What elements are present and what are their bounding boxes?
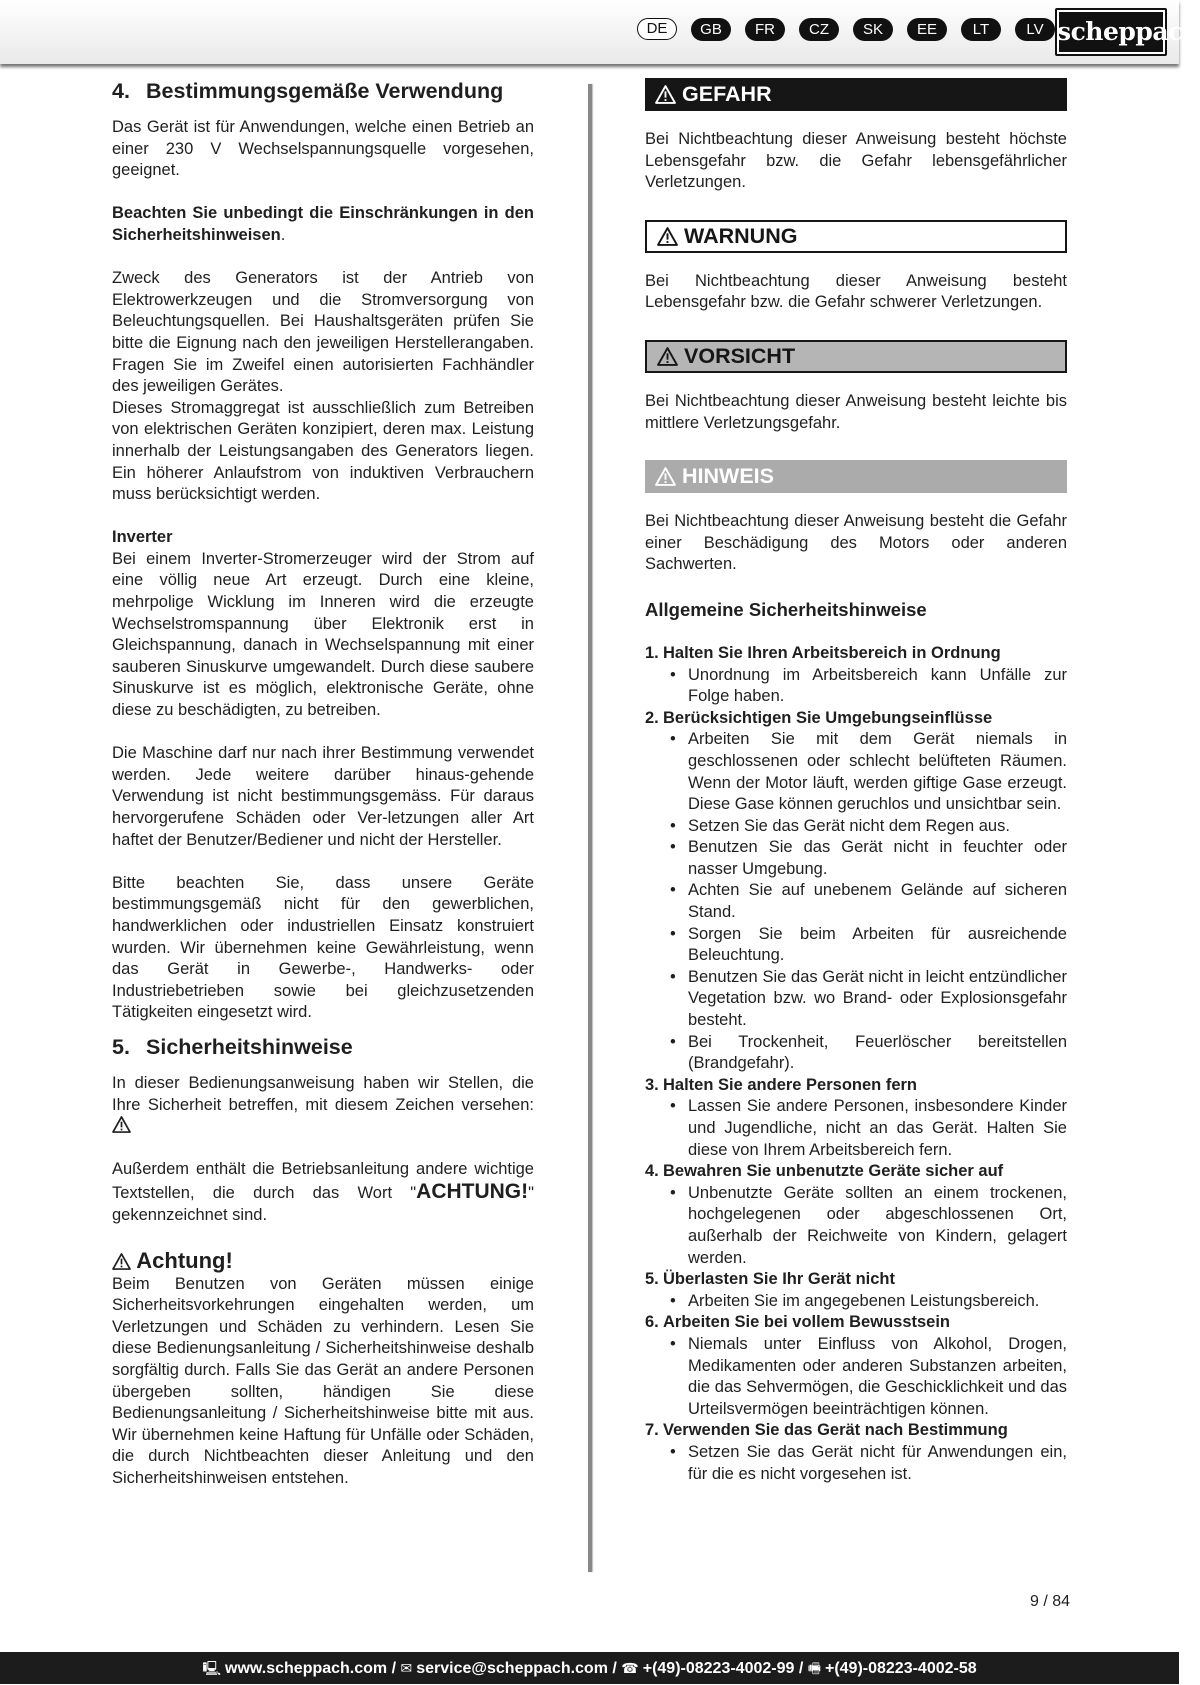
safety-rule-number: 5. (645, 1270, 659, 1289)
lang-ee[interactable]: EE (907, 18, 947, 41)
safety-rule-title (645, 643, 1067, 665)
section-4-number: 4. (112, 79, 130, 103)
safety-rule-title (645, 1161, 1067, 1183)
general-safety-heading: Allgemeine Sicherheitshinweise (645, 598, 927, 620)
warning-triangle-icon (655, 85, 676, 104)
phone-icon: ☎ (621, 1660, 639, 1676)
list-item: • Sorgen Sie beim Arbeiten für ausreichende Beleuchtung. (670, 924, 1067, 967)
section-5-number: 5. (112, 1034, 130, 1059)
hinweis-box (645, 460, 1067, 493)
list-item: • Niemals unter Einfluss von Alkohol, Drogen, Medikamenten oder anderen Substanzen arbeiten, die das Sehvermögen, die Geschicklichkeit und das Urteilsvermögen beeinträchtigen können. (670, 1334, 1067, 1420)
safety-rule-title (645, 1312, 1067, 1334)
warning-triangle-icon (655, 467, 676, 486)
paragraph: Bitte beachten Sie, dass unsere Geräte bestimmungsgemäß nicht für den gewerblichen, handwerklichen oder industriellen Einsatz konstruiert wurden. Wir übernehmen keine Gewährleistung, wenn das Gerät in Gewerbe-, Handwerks- oder Industriebetrieben sowie bei gleichzusetzenden Tätigkeiten eingesetzt wird. (112, 873, 534, 1022)
lang-cz[interactable]: CZ (799, 18, 839, 41)
vorsicht-box (645, 340, 1067, 373)
list-item: • Benutzen Sie das Gerät nicht in leicht entzündlicher Vegetation bzw. wo Brand- oder Explosionsgefahr besteht. (670, 967, 1067, 1032)
bullet-list (645, 729, 1067, 1075)
footer-fax: +(49)-08223-4002-58 (824, 1660, 977, 1677)
page-footer (0, 1652, 1179, 1684)
safety-rule-title-text: Verwenden Sie das Gerät nach Bestimmung (663, 1421, 1008, 1440)
text-segment: Außerdem enthält die Betriebsanleitung andere wichtige Textstellen, die durch das Wort " (112, 1160, 534, 1202)
mail-icon: ✉ (400, 1660, 413, 1676)
paragraph: Bei einem Inverter-Stromerzeuger wird der Strom auf eine völlig neue Art erzeugt. Durch eine kleine, mehrpolige Wicklung im Inneren wird die erzeugte Wechselstromspannung über Elektronik erst in Gleichspannung, danach in Wechselspannung mit einer sauberen Sinuskurve umgewandelt. Durch diese saubere Sinuskurve ist es möglich, elektronische Geräte, ohne diese zu beschädigten, zu betreiben. (112, 549, 534, 720)
list-item: • Achten Sie auf unebenem Gelände auf sicheren Stand. (670, 880, 1067, 923)
section-5-heading (112, 1034, 534, 1060)
list-item: • Unordnung im Arbeitsbereich kann Unfälle zur Folge haben. (670, 665, 1067, 708)
vorsicht-text: Bei Nichtbeachtung dieser Anweisung besteht leichte bis mittlere Verletzungsgefahr. (645, 391, 1067, 432)
paragraph: Zweck des Generators ist der Antrieb von Elektrowerkzeugen und die Stromversorgung von Beleuchtungsquellen. Bei Haushaltsgeräten prüfen Sie bitte die Eignung nach den jeweiligen Herstellerangaben. Fragen Sie im Zweifel einen autorisierten Fachhändler des jeweiligen Gerätes. (112, 269, 534, 396)
column-divider (588, 84, 592, 1572)
footer-separator: / (607, 1660, 622, 1677)
lang-sk[interactable]: SK (853, 18, 893, 41)
paragraph: Dieses Stromaggregat ist ausschließlich zum Betreiben von elektrischen Geräten konzipiert, deren max. Leistung innerhalb der Leistungsangaben des Generators liegen. Ein höherer Anlaufstrom von induktiven Verbrauchern muss berücksichtigt werden. (112, 398, 534, 504)
bullet-list (645, 1442, 1067, 1485)
safety-rule (645, 1161, 1067, 1269)
list-item: • Unbenutzte Geräte sollten an einem trockenen, hochgelegenen oder abgeschlossenen Ort, außerhalb der Reichweite von Kindern, gelagert werden. (670, 1183, 1067, 1269)
paragraph-important (112, 203, 534, 246)
page-header (0, 0, 1200, 64)
warning-triangle-icon (657, 227, 678, 246)
lang-fr[interactable]: FR (745, 18, 785, 41)
fax-icon: 🖷 (807, 1660, 821, 1676)
safety-rule (645, 1420, 1067, 1485)
paragraph: Beim Benutzen von Geräten müssen einige Sicherheitsvorkehrungen eingehalten werden, um Verletzungen und Schäden zu verhindern. Lesen Sie diese Bedienungsanleitung / Sicherheitshinweise deshalb sorgfältig durch. Falls Sie das Gerät an andere Personen übergeben sollten, händigen Sie diese Bedienungsanleitung / Sicherheitshinweise bitte mit aus. Wir übernehmen keine Haftung für Unfälle oder Schäden, die durch Nichtbeachten dieser Anleitung und den Sicherheitshinweisen entstehen. (112, 1274, 534, 1488)
list-item: • Setzen Sie das Gerät nicht für Anwendungen ein, für die es nicht vorgesehen ist. (670, 1442, 1067, 1485)
achtung-heading (112, 1248, 534, 1274)
hinweis-text: Bei Nichtbeachtung dieser Anweisung besteht die Gefahr einer Beschädigung des Motors oder anderen Sachwerten. (645, 512, 1067, 574)
safety-rule-number: 1. (645, 643, 659, 662)
bullet-list (645, 1096, 1067, 1161)
safety-rule (645, 1269, 1067, 1312)
lang-lv[interactable]: LV (1015, 18, 1055, 41)
achtung-heading-text: Achtung! (136, 1247, 233, 1273)
safety-rules-list (645, 643, 1067, 1485)
scheppach-logo: scheppach (1055, 8, 1167, 56)
safety-rule-number: 7. (645, 1421, 659, 1440)
bullet-list (645, 1334, 1067, 1420)
safety-rule (645, 708, 1067, 1075)
footer-separator: / (387, 1660, 401, 1677)
bullet-list (645, 1291, 1067, 1313)
safety-rule-title-text: Berücksichtigen Sie Umgebungseinflüsse (663, 708, 993, 727)
safety-rule-title-text: Bewahren Sie unbenutzte Geräte sicher auf (663, 1162, 1004, 1181)
safety-rule (645, 1312, 1067, 1420)
section-4-heading (112, 78, 534, 104)
period: . (280, 225, 286, 244)
vorsicht-label: VORSICHT (684, 343, 796, 368)
lang-lt[interactable]: LT (961, 18, 1001, 41)
safety-rule-title (645, 1420, 1067, 1442)
left-column (112, 78, 534, 1490)
section-4-title: Bestimmungsgemäße Verwendung (146, 79, 504, 103)
list-item: • Lassen Sie andere Personen, insbesondere Kinder und Jugendliche, nicht an das Gerät. Halten Sie diese von Ihrem Arbeitsbereich fern. (670, 1096, 1067, 1161)
safety-rule-number: 2. (645, 708, 659, 727)
hinweis-label: HINWEIS (682, 464, 774, 489)
safety-rule-number: 6. (645, 1313, 659, 1332)
achtung-word: ACHTUNG! (416, 1179, 529, 1203)
safety-rule-title-text: Halten Sie andere Personen fern (663, 1075, 918, 1094)
section-5-title: Sicherheitshinweise (146, 1034, 353, 1059)
warning-triangle-icon (112, 1116, 131, 1133)
paragraph (112, 1073, 534, 1138)
warnung-text: Bei Nichtbeachtung dieser Anweisung besteht Lebensgefahr bzw. die Gefahr schwerer Verletzungen. (645, 271, 1067, 312)
bullet-list (645, 1183, 1067, 1269)
computer-icon: 🖳 (202, 1660, 222, 1676)
safety-rule-title (645, 1269, 1067, 1291)
footer-separator: / (794, 1660, 808, 1677)
list-item: • Bei Trockenheit, Feuerlöscher bereitstellen (Brandgefahr). (670, 1032, 1067, 1075)
warnung-box (645, 220, 1067, 253)
paragraph (112, 1159, 534, 1226)
safety-rule-number: 3. (645, 1075, 659, 1094)
gefahr-text: Bei Nichtbeachtung dieser Anweisung besteht höchste Lebensgefahr bzw. die Gefahr lebensgefährlicher Verletzungen. (645, 130, 1067, 192)
page-number: 9 / 84 (1030, 1593, 1071, 1610)
list-item: • Setzen Sie das Gerät nicht dem Regen aus. (670, 816, 1067, 838)
safety-rule-title-text: Halten Sie Ihren Arbeitsbereich in Ordnung (663, 643, 1001, 662)
warning-sign-text: In dieser Bedienungsanweisung haben wir Stellen, die Ihre Sicherheit betreffen, mit diesem Zeichen versehen: (112, 1073, 534, 1114)
safety-rule-number: 4. (645, 1162, 659, 1181)
bullet-list (645, 665, 1067, 708)
language-selector (637, 18, 1055, 41)
text-segment: " gekennzeichnet sind. (112, 1183, 534, 1224)
gefahr-box (645, 78, 1067, 111)
safety-rule-title (645, 708, 1067, 730)
inverter-heading: Inverter (112, 528, 173, 547)
lang-gb[interactable]: GB (691, 18, 731, 41)
footer-email[interactable]: service@scheppach.com (416, 1660, 608, 1677)
safety-rule-title-text: Arbeiten Sie bei vollem Bewusstsein (663, 1313, 951, 1332)
gefahr-label: GEFAHR (682, 82, 772, 106)
important-note: Beachten Sie unbedingt die Einschränkungen in den Sicherheitshinweisen (112, 204, 534, 244)
footer-phone: +(49)-08223-4002-99 (642, 1660, 795, 1677)
warning-triangle-icon (112, 1253, 131, 1270)
warnung-label: WARNUNG (684, 223, 798, 248)
safety-rule-title (645, 1075, 1067, 1097)
paragraph: Das Gerät ist für Anwendungen, welche einen Betrieb an einer 230 V Wechselspannungsquelle vorgesehen, geeignet. (112, 118, 534, 180)
safety-rule-title-text: Überlasten Sie Ihr Gerät nicht (663, 1270, 895, 1289)
lang-de[interactable]: DE (637, 18, 677, 40)
list-item: • Arbeiten Sie im angegebenen Leistungsbereich. (670, 1291, 1067, 1313)
safety-rule (645, 1075, 1067, 1161)
list-item: • Benutzen Sie das Gerät nicht in feuchter oder nasser Umgebung. (670, 837, 1067, 880)
warning-triangle-icon (657, 347, 678, 366)
safety-rule (645, 643, 1067, 708)
paragraph: Die Maschine darf nur nach ihrer Bestimmung verwendet werden. Jede weitere darüber hinaus-gehende Verwendung ist nicht bestimmungsgemäss. Für daraus hervorgerufene Schäden oder Ver-letzungen aller Art haftet der Benutzer/Bediener und nicht der Hersteller. (112, 744, 534, 849)
list-item: • Arbeiten Sie mit dem Gerät niemals in geschlossenen oder schlecht belüfteten Räumen. Wenn der Motor läuft, werden giftige Gase erzeugt. Diese Gase können geruchlos und unsichtbar sein. (670, 729, 1067, 815)
footer-website[interactable]: www.scheppach.com (225, 1660, 388, 1677)
right-column (645, 78, 1067, 1485)
